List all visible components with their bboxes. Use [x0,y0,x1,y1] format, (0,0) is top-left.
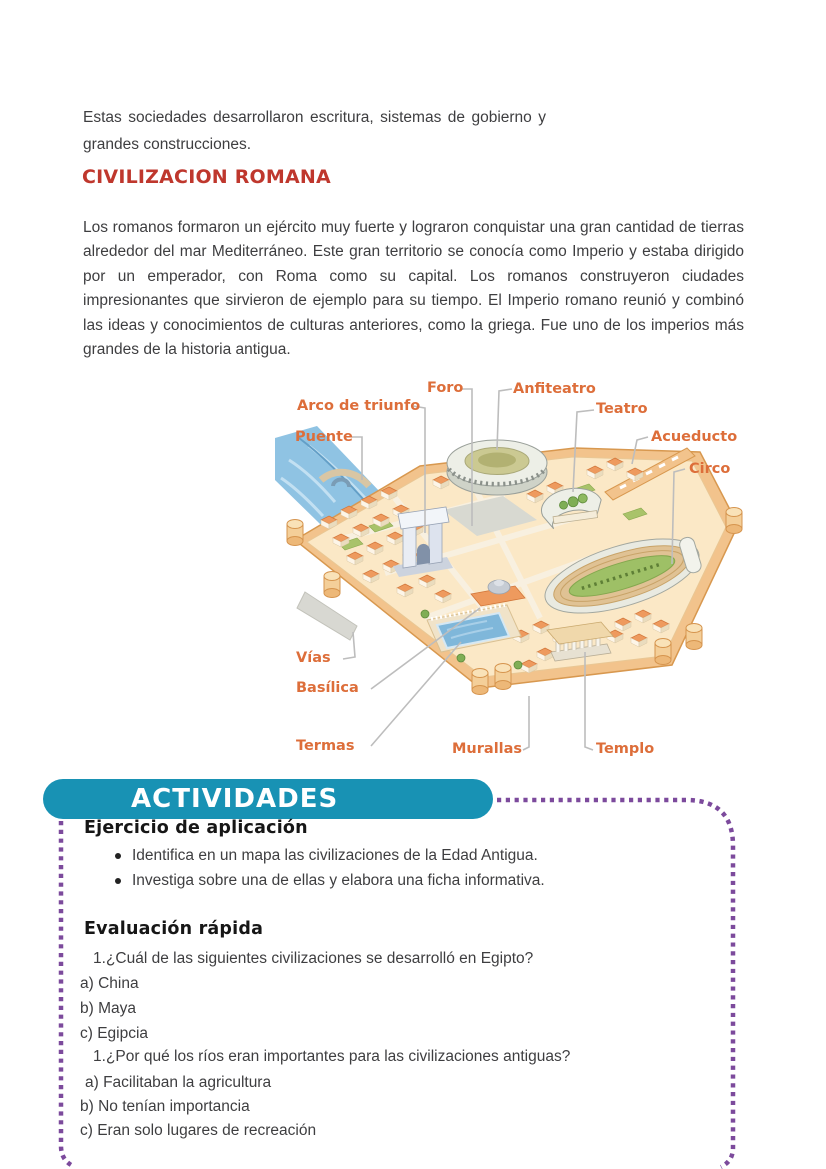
figure-label-arco-de-triunfo: Arco de triunfo [297,398,421,414]
intro-text: Estas sociedades desarrollaron escritura, sistemas de gobierno y grandes construcciones. [83,108,546,153]
roman-city-illustration [275,368,750,768]
figure-label-termas: Termas [296,738,355,754]
quiz-question [93,949,533,969]
exercise-bullet-text: Investiga sobre una de ellas y elabora una ficha informativa. [132,872,545,889]
question-text: ¿Por qué los ríos eran importantes para las civilizaciones antiguas? [105,1048,571,1065]
figure-label-basilica: Basílica [296,680,359,696]
figure-label-foro: Foro [427,380,464,396]
quiz-option: b) Maya [80,1000,136,1017]
figure-label-templo: Templo [596,741,655,757]
exercise-bullet-item [115,846,538,866]
quiz-option: a) Facilitaban la agricultura [85,1074,272,1091]
quiz-option: c) Egipcia [80,1025,149,1042]
exercise-bullet-item [115,871,545,891]
quiz-option: c) Eran solo lugares de recreación [80,1122,317,1139]
activities-banner [43,779,493,819]
exercise-bullet-text: Identifica en un mapa las civilizaciones de la Edad Antigua. [132,847,538,864]
quiz-question [93,1047,570,1067]
figure-label-anfiteatro: Anfiteatro [513,381,596,397]
activities-banner-title: ACTIVIDADES [131,784,339,814]
quiz-option: a) China [80,975,139,992]
question-text: ¿Cuál de las siguientes civilizaciones se desarrolló en Egipto? [105,950,534,967]
section-title: CIVILIZACION ROMANA [82,166,331,188]
question-number: 1. [93,950,106,967]
question-number: 1. [93,1048,106,1065]
quiz-title: Evaluación rápida [84,919,264,939]
figure-label-teatro: Teatro [596,401,648,417]
figure-label-puente: Puente [295,429,353,445]
quiz-option: b) No tenían importancia [80,1098,250,1115]
section-body: Los romanos formaron un ejército muy fuerte y lograron conquistar una gran cantidad de tierras alrededor del mar Mediterráneo. Este gran territorio se conocía como Imperio y estaba dirigido por un emperador, con Roma como su capital. Los romanos construyeron ciudades impresionantes que sirvieron de ejemplo para su tiempo. El Imperio romano reunió y combinó las ideas y conocimientos de culturas anteriores, como la griega. Fue uno de los imperios más grandes de la historia antigua. [83,218,744,359]
figure-label-vias: Vías [296,650,331,666]
exercise-title: Ejercicio de aplicación [84,818,308,838]
bullet-dot [115,878,121,884]
figure-label-murallas: Murallas [452,741,523,757]
bullet-dot [115,853,121,859]
roman-city-figure [275,368,750,768]
figure-label-acueducto: Acueducto [651,429,738,445]
figure-label-circo: Circo [689,461,731,477]
